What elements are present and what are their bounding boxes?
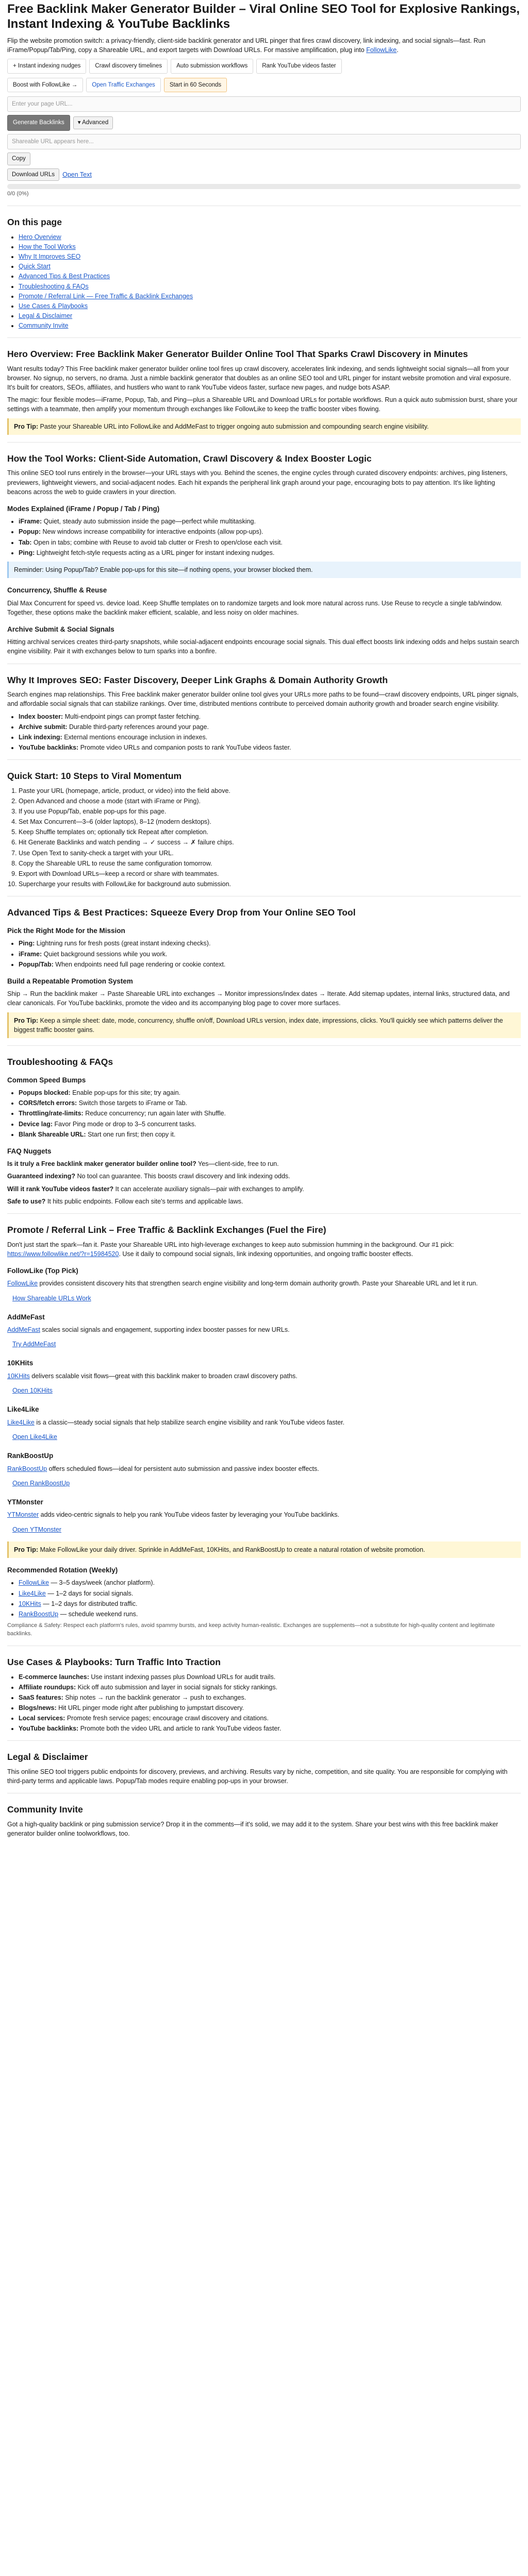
exchange-card-like4like: Like4Like Like4Like is a classic—steady social signals that help stabilize search engine visibility and rank YouTube videos faster. Open Like4Like bbox=[7, 1404, 521, 1444]
toc-link[interactable]: Promote / Referral Link — Free Traffic & Backlink Exchanges bbox=[19, 292, 193, 300]
card-cta-button[interactable]: How Shareable URLs Work bbox=[12, 1294, 91, 1302]
tab-instant-indexing[interactable]: + Instant indexing nudges bbox=[7, 59, 86, 74]
card-heading: RankBoostUp bbox=[7, 1452, 54, 1460]
community-paragraph: Got a high-quality backlink or ping submission service? Drop it in the comments—if it's solid, we may add it to the system. Share your best wins with this free backlink maker generator builder online toolworkflows, too. bbox=[7, 1821, 499, 1838]
toc-link[interactable]: Advanced Tips & Best Practices bbox=[19, 273, 110, 280]
promote-paragraph: Don't just start the spark—fan it. Paste your Shareable URL into high-leverage exchanges to keep auto submission humming in the background. Our #1 pick: https://www.followlike.net/?r=15984520. Use it daily to compound social signals, link indexing opportunities, and ongoing traffic booster effects. bbox=[7, 1241, 454, 1258]
url-input[interactable]: Enter your page URL... bbox=[7, 96, 521, 112]
intro-followlike-link[interactable]: FollowLike bbox=[366, 46, 397, 54]
card-heading: Like4Like bbox=[7, 1405, 39, 1414]
why-paragraph: Search engines map relationships. This Free backlink maker generator builder online tool gives your URLs more paths to be found—crawl discovery endpoints, URL pinger signals, and affordable social signals that can stabilize rankings. Over time, distributed mentions contribute to perceived domain authority growth and broader search engine visibility. bbox=[7, 691, 519, 708]
hero-pro-tip: Pro Tip: Paste your Shareable URL into FollowLike and AddMeFast to trigger ongoing auto submission and compounding search engine visibility. bbox=[7, 418, 521, 435]
list-item: • Blogs/news: Hit URL pinger mode right after publishing to jumpstart discovery. bbox=[19, 1703, 521, 1713]
faq-item: Is it truly a Free backlink maker generator builder online tool? Yes—client-side, free to run. bbox=[7, 1160, 279, 1168]
list-item: 8. Copy the Shareable URL to reuse the same configuration tomorrow. bbox=[19, 859, 521, 868]
card-heading: FollowLike (Top Pick) bbox=[7, 1266, 78, 1275]
toc-link[interactable]: Use Cases & Playbooks bbox=[19, 302, 88, 310]
list-item: • iFrame: Quiet, steady auto submission inside the page—perfect while multitasking. bbox=[19, 517, 521, 526]
rotation-heading: Recommended Rotation (Weekly) bbox=[7, 1566, 118, 1574]
hero-paragraph: The magic: four flexible modes—iFrame, Popup, Tab, and Ping—plus a Shareable URL and Download URLs for portable workflows. Run a quick auto submission burst, share your settings with a teammate, then amplify your momentum through exchanges like FollowLike to keep the traffic booster vibes flowing. bbox=[7, 396, 518, 413]
list-item: • Tab: Open in tabs; combine with Reuse to avoid tab clutter or Fresh to open/close each visit. bbox=[19, 538, 521, 547]
quick-start-heading: Quick Start: 10 Steps to Viral Momentum bbox=[7, 771, 182, 782]
card-link[interactable]: FollowLike bbox=[7, 1280, 38, 1287]
rotation-link[interactable]: FollowLike bbox=[19, 1579, 50, 1587]
popup-reminder: Reminder: Using Popup/Tab? Enable pop-ups for this site—if nothing opens, your browser blocked them. bbox=[7, 562, 521, 578]
list-item: • Archive submit: Durable third-party references around your page. bbox=[19, 722, 521, 732]
toc-link[interactable]: Legal & Disclaimer bbox=[19, 312, 73, 319]
card-link[interactable]: Like4Like bbox=[7, 1418, 35, 1426]
promote-heading: Promote / Referral Link – Free Traffic & Backlink Exchanges (Fuel the Fire) bbox=[7, 1224, 326, 1235]
concurrency-heading: Concurrency, Shuffle & Reuse bbox=[7, 586, 107, 594]
toc-list bbox=[7, 232, 521, 330]
toc-link[interactable]: How the Tool Works bbox=[19, 243, 76, 251]
faq-heading: FAQ Nuggets bbox=[7, 1147, 52, 1155]
card-heading: AddMeFast bbox=[7, 1313, 45, 1321]
faq-item: Safe to use? It hits public endpoints. Follow each site's terms and applicable laws. bbox=[7, 1197, 243, 1205]
system-heading: Build a Repeatable Promotion System bbox=[7, 977, 133, 985]
exchange-card-10khits: 10KHits 10KHits delivers scalable visit flows—great with this backlink maker to broaden crawl discovery paths. Open 10KHits bbox=[7, 1358, 521, 1397]
tab-rank-youtube[interactable]: Rank YouTube videos faster bbox=[256, 59, 341, 74]
list-item: • FollowLike — 3–5 days/week (anchor platform). bbox=[19, 1578, 521, 1587]
usecases-list bbox=[7, 1672, 521, 1734]
feature-tabs bbox=[7, 59, 521, 74]
bumps-list bbox=[7, 1088, 521, 1139]
progress-bar bbox=[7, 184, 521, 189]
card-link[interactable]: YTMonster bbox=[7, 1511, 39, 1519]
tab-crawl-discovery[interactable]: Crawl discovery timelines bbox=[89, 59, 168, 74]
rotation-link[interactable]: RankBoostUp bbox=[19, 1610, 59, 1618]
card-cta-button[interactable]: Open Like4Like bbox=[12, 1433, 57, 1440]
system-paragraph: Ship → Run the backlink maker → Paste Shareable URL into exchanges → Monitor impressions/index dates → Iterate. Add sitemap updates, internal links, structured data, and clear canonicals. For YouTube backlinks, promote the video and its accompanying blog page to cover more surfaces. bbox=[7, 990, 510, 1007]
list-item: • Blank Shareable URL: Start one run first; then copy it. bbox=[19, 1130, 521, 1139]
legal-heading: Legal & Disclaimer bbox=[7, 1752, 88, 1762]
quick-start-steps bbox=[7, 786, 521, 889]
boost-followlike-button[interactable]: Boost with FollowLike → bbox=[7, 78, 83, 93]
list-item: • Ping: Lightning runs for fresh posts (great instant indexing checks). bbox=[19, 939, 521, 948]
toc-link[interactable]: Troubleshooting & FAQs bbox=[19, 282, 89, 290]
download-urls-button[interactable]: Download URLs bbox=[7, 168, 59, 181]
archive-heading: Archive Submit & Social Signals bbox=[7, 625, 114, 633]
list-item: 1. Paste your URL (homepage, article, product, or video) into the field above. bbox=[19, 786, 521, 795]
followlike-referral-link[interactable]: https://www.followlike.net/?r=15984520 bbox=[7, 1250, 119, 1258]
list-item: 4. Set Max Concurrent—3–6 (older laptops), 8–12 (modern desktops). bbox=[19, 817, 521, 826]
list-item: • Popups blocked: Enable pop-ups for this site; try again. bbox=[19, 1088, 521, 1097]
list-item: • iFrame: Quiet background sessions while you work. bbox=[19, 950, 521, 959]
list-item: • Index booster: Multi-endpoint pings can prompt faster fetching. bbox=[19, 712, 521, 721]
action-chips bbox=[7, 78, 521, 93]
advanced-toggle[interactable]: ▾ Advanced bbox=[73, 116, 113, 129]
toc-link[interactable]: Hero Overview bbox=[19, 233, 61, 241]
list-item: • YouTube backlinks: Promote both the video URL and article to rank YouTube videos faster. bbox=[19, 1724, 521, 1733]
hero-heading: Hero Overview: Free Backlink Maker Generator Builder Online Tool That Sparks Crawl Discovery in Minutes bbox=[7, 349, 468, 360]
list-item: 7. Use Open Text to sanity-check a target with your URL. bbox=[19, 849, 521, 858]
faq-item: Will it rank YouTube videos faster? It can accelerate auxiliary signals—pair with exchanges to amplify. bbox=[7, 1185, 304, 1193]
list-item: • Like4Like — 1–2 days for social signals. bbox=[19, 1589, 521, 1598]
list-item: • 10KHits — 1–2 days for distributed traffic. bbox=[19, 1599, 521, 1608]
toc-title: On this page bbox=[7, 217, 62, 228]
how-paragraph: This online SEO tool runs entirely in the browser—your URL stays with you. Behind the scenes, the engine cycles through curated discovery endpoints: archives, ping listeners, previewers, lightweight viewers, and social-adjacent nodes. Each hit expands the peripheral link graph around your page, encouraging bots to pay attention. It's like lighting beacons across the web to guide crawlers in your direction. bbox=[7, 469, 508, 496]
list-item: 5. Keep Shuffle templates on; optionally tick Repeat after completion. bbox=[19, 827, 521, 837]
hero-paragraph: Want results today? This Free backlink maker generator builder online tool fires up crawl discovery, accelerates link indexing, and sends lightweight social signals—all from your browser. No signup, no servers, no drama. Just a nimble backlink generator that doubles as an online SEO tool and URL pinger for instant website promotion and viral exposure. It's built for creators, SEOs, affiliates, and hustlers who want to rank YouTube videos faster, surface new pages, and nudge bots ASAP. bbox=[7, 365, 512, 392]
card-link[interactable]: AddMeFast bbox=[7, 1326, 40, 1334]
card-heading: YTMonster bbox=[7, 1498, 43, 1506]
list-item: • Popup: New windows increase compatibility for interactive endpoints (allow pop-ups). bbox=[19, 527, 521, 536]
exchange-card-ytmonster: YTMonster YTMonster adds video-centric signals to help you rank YouTube videos faster by leveraging your YouTube backlinks. Open YTMonster bbox=[7, 1497, 521, 1536]
list-item: • Affiliate roundups: Kick off auto submission and layer in social signals for sticky rankings. bbox=[19, 1683, 521, 1692]
card-cta-button[interactable]: Open YTMonster bbox=[12, 1526, 61, 1533]
legal-paragraph: This online SEO tool triggers public endpoints for discovery, previews, and archiving. Results vary by niche, competition, and site quality. You are responsible for complying with third-party terms and applicable laws. Popup/Tab modes require enabling pop-ups in your browser. bbox=[7, 1768, 508, 1785]
concurrency-paragraph: Dial Max Concurrent for speed vs. device load. Keep Shuffle templates on to randomize targets and look more natural across runs. Use Reuse to recycle a single tab/window. Together, these options make the backlink maker efficient, scalable, and less noisy on older machines. bbox=[7, 599, 502, 616]
copy-button[interactable]: Copy bbox=[7, 152, 30, 165]
generate-backlinks-button[interactable]: Generate Backlinks bbox=[7, 115, 70, 131]
toc-link[interactable]: Community Invite bbox=[19, 322, 69, 330]
community-heading: Community Invite bbox=[7, 1804, 83, 1815]
list-item: 9. Export with Download URLs—keep a record or share with teammates. bbox=[19, 869, 521, 878]
list-item: 2. Open Advanced and choose a mode (start with iFrame or Ping). bbox=[19, 796, 521, 806]
list-item: 10. Supercharge your results with FollowLike for background auto submission. bbox=[19, 879, 521, 889]
list-item: • CORS/fetch errors: Switch those targets to iFrame or Tab. bbox=[19, 1098, 521, 1108]
card-cta-button[interactable]: Try AddMeFast bbox=[12, 1341, 56, 1348]
promote-pro-tip: Pro Tip: Make FollowLike your daily driver. Sprinkle in AddMeFast, 10KHits, and RankBoostUp to create a natural rotation of website promotion. bbox=[7, 1541, 521, 1558]
exchange-card-addmefast: AddMeFast AddMeFast scales social signals and engagement, supporting index booster passes for new URLs. Try AddMeFast bbox=[7, 1312, 521, 1351]
card-heading: 10KHits bbox=[7, 1359, 34, 1367]
list-item: • E-commerce launches: Use instant indexing passes plus Download URLs for audit trails. bbox=[19, 1672, 521, 1682]
why-list bbox=[7, 712, 521, 753]
open-traffic-exchanges-button[interactable]: Open Traffic Exchanges bbox=[86, 78, 161, 93]
why-heading: Why It Improves SEO: Faster Discovery, Deeper Link Graphs & Domain Authority Growth bbox=[7, 674, 388, 685]
list-item: • Link indexing: External mentions encourage inclusion in indexes. bbox=[19, 733, 521, 742]
exchange-card-rankboostup: RankBoostUp RankBoostUp offers scheduled flows—ideal for persistent auto submission and passive index booster effects. Open RankBoostUp bbox=[7, 1451, 521, 1490]
card-link[interactable]: RankBoostUp bbox=[7, 1465, 47, 1472]
archive-paragraph: Hitting archival services creates third-party snapshots, while social-adjacent endpoints encourage social signals. This dual effect boosts link indexing odds and helps sustain search engine visibility. Pair it with exchanges below to turn sparks into a bonfire. bbox=[7, 638, 519, 655]
rotation-link[interactable]: 10KHits bbox=[19, 1600, 41, 1607]
pick-mode-heading: Pick the Right Mode for the Mission bbox=[7, 926, 125, 935]
modes-list bbox=[7, 517, 521, 557]
advanced-heading: Advanced Tips & Best Practices: Squeeze Every Drop from Your Online SEO Tool bbox=[7, 907, 356, 918]
card-cta-button[interactable]: Open RankBoostUp bbox=[12, 1479, 70, 1487]
toc-link[interactable]: Quick Start bbox=[19, 263, 51, 270]
card-link[interactable]: 10KHits bbox=[7, 1372, 30, 1380]
progress-text: 0/0 (0%) bbox=[7, 191, 29, 197]
list-item: 6. Hit Generate Backlinks and watch pending → ✓ success → ✗ failure chips. bbox=[19, 838, 521, 847]
chevron-down-icon: ▾ bbox=[77, 120, 82, 126]
list-item: • SaaS features: Ship notes → run the backlink generator → push to exchanges. bbox=[19, 1693, 521, 1702]
list-item: • Ping: Lightweight fetch-style requests acting as a URL pinger for instant indexing nudges. bbox=[19, 548, 521, 557]
rotation-list bbox=[7, 1578, 521, 1619]
usecases-heading: Use Cases & Playbooks: Turn Traffic Into Traction bbox=[7, 1656, 221, 1667]
shareable-url-field[interactable]: Shareable URL appears here... bbox=[7, 134, 521, 149]
list-item: 3. If you use Popup/Tab, enable pop-ups for this page. bbox=[19, 807, 521, 816]
tab-auto-submission[interactable]: Auto submission workflows bbox=[171, 59, 253, 74]
start-60-seconds-button[interactable]: Start in 60 Seconds bbox=[164, 78, 227, 93]
troubleshooting-heading: Troubleshooting & FAQs bbox=[7, 1056, 113, 1067]
bumps-heading: Common Speed Bumps bbox=[7, 1076, 86, 1084]
list-item: • RankBoostUp — schedule weekend runs. bbox=[19, 1609, 521, 1619]
page-title: Free Backlink Maker Generator Builder – Viral Online SEO Tool for Explosive Rankings, Instant Indexing & YouTube Backlinks bbox=[7, 2, 520, 31]
toc-link[interactable]: Why It Improves SEO bbox=[19, 253, 81, 261]
list-item: • Throttling/rate-limits: Reduce concurrency; run again later with Shuffle. bbox=[19, 1109, 521, 1118]
modes-heading: Modes Explained (iFrame / Popup / Tab / Ping) bbox=[7, 504, 160, 513]
exchange-card-followlike: FollowLike (Top Pick) FollowLike provides consistent discovery hits that strengthen search engine visibility and long-term domain authority growth. Paste your Shareable URL and let it run. How Shareable URLs Work bbox=[7, 1266, 521, 1305]
mode-mission-list bbox=[7, 939, 521, 969]
list-item: • YouTube backlinks: Promote video URLs and companion posts to rank YouTube videos faster. bbox=[19, 743, 521, 752]
list-item: • Popup/Tab: When endpoints need full page rendering or cookie context. bbox=[19, 960, 521, 969]
list-item: • Local services: Promote fresh service pages; encourage crawl discovery and citations. bbox=[19, 1714, 521, 1723]
faq-item: Guaranteed indexing? No tool can guarantee. This boosts crawl discovery and link indexing odds. bbox=[7, 1173, 290, 1180]
compliance-note: Compliance & Safety: Respect each platform's rules, avoid spammy bursts, and keep activity human-realistic. Exchanges are supplements—not a substitute for high-quality content and legitimate backlinks. bbox=[7, 1622, 495, 1637]
intro-text: Flip the website promotion switch: a privacy-friendly, client-side backlink generator and URL pinger that fires crawl discovery, link indexing, and social signals—fast. Run iFrame/Popup/Tab/Ping, copy a Shareable URL, and export targets with Download URLs. For massive amplification, plug into FollowLike. bbox=[7, 37, 486, 54]
rotation-link[interactable]: Like4Like bbox=[19, 1589, 46, 1597]
list-item: • Device lag: Favor Ping mode or drop to 3–5 concurrent tasks. bbox=[19, 1120, 521, 1129]
how-heading: How the Tool Works: Client-Side Automation, Crawl Discovery & Index Booster Logic bbox=[7, 453, 372, 464]
card-cta-button[interactable]: Open 10KHits bbox=[12, 1387, 53, 1395]
open-text-link[interactable]: Open Text bbox=[62, 171, 92, 178]
advanced-pro-tip: Pro Tip: Keep a simple sheet: date, mode, concurrency, shuffle on/off, Download URLs version, index date, impressions, clicks. You'll quickly see which patterns deliver the biggest traffic booster gains. bbox=[7, 1012, 521, 1038]
